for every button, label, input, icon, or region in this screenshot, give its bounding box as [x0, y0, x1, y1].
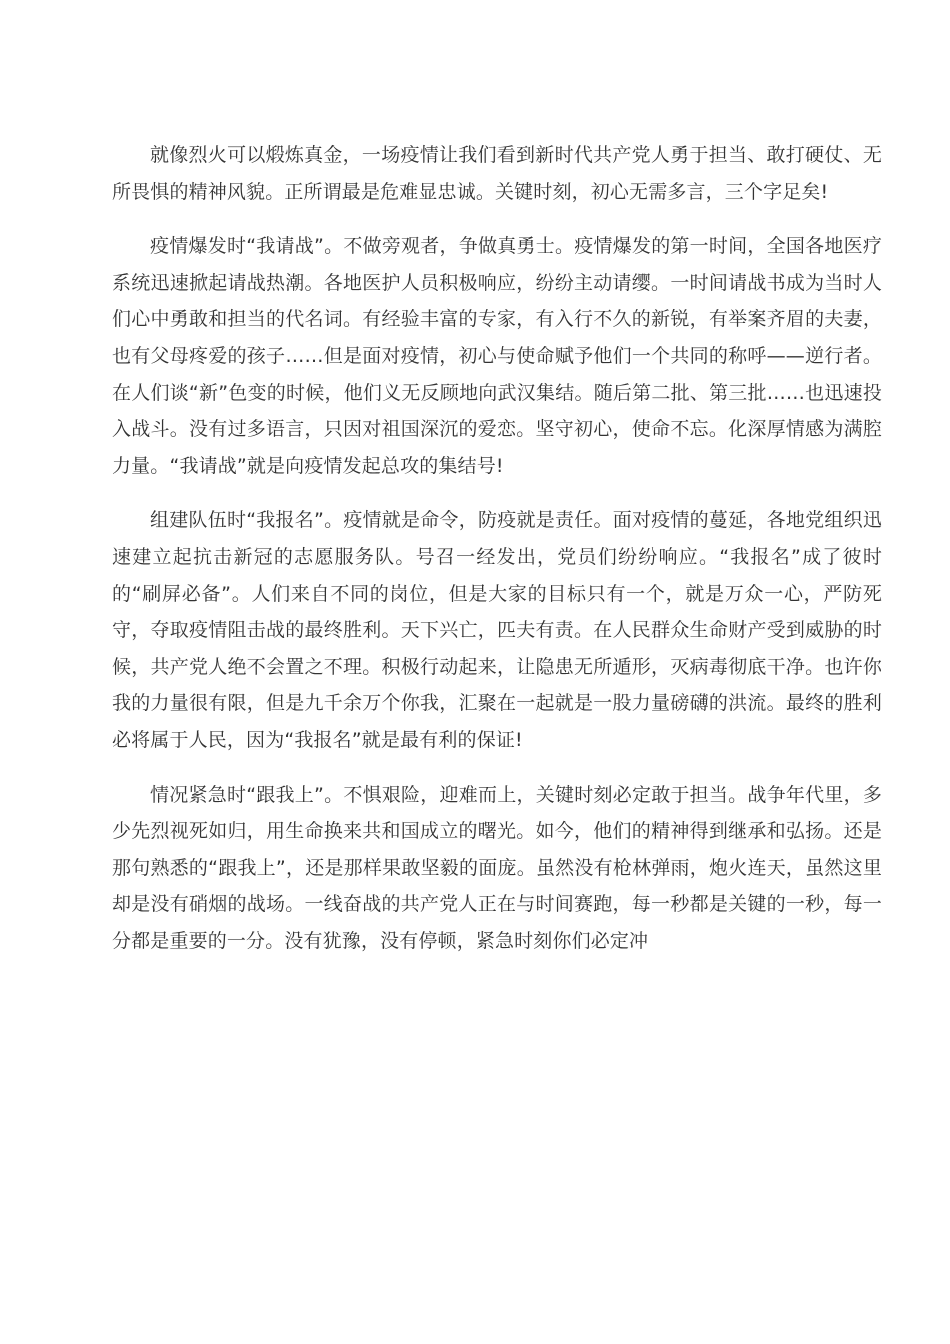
paragraph-sign-up: 组建队伍时“我报名”。疫情就是命令，防疫就是责任。面对疫情的蔓延，各地党组织迅速建立起抗击新冠的志愿服务队。号召一经发出，党员们纷纷响应。“我报名”成了彼时的“刷屏必备”。人们来自不同的岗位，但是大家的目标只有一个，就是万众一心，严防死守，夺取疫情阻击战的最终胜利。天下兴亡，匹夫有责。在人民群众生命财产受到威胁的时候，共产党人绝不会置之不理。积极行动起来，让隐患无所遁形，灭病毒彻底干净。也许你我的力量很有限，但是九千余万个你我，汇聚在一起就是一股力量磅礴的洪流。最终的胜利必将属于人民，因为“我报名”就是最有利的保证! [112, 509, 882, 751]
document-page [112, 137, 882, 959]
paragraph-intro: 就像烈火可以煅炼真金，一场疫情让我们看到新时代共产党人勇于担当、敢打硬仗、无所畏惧的精神风貌。正所谓最是危难显忠诚。关键时刻，初心无需多言，三个字足矣! [112, 144, 882, 203]
paragraph-follow-me: 情况紧急时“跟我上”。不惧艰险，迎难而上，关键时刻必定敢于担当。战争年代里，多少先烈视死如归，用生命换来共和国成立的曙光。如今，他们的精神得到继承和弘扬。还是那句熟悉的“跟我上”，还是那样果敢坚毅的面庞。虽然没有枪林弹雨，炮火连天，虽然这里却是没有硝烟的战场。一线奋战的共产党人正在与时间赛跑，每一秒都是关键的一秒，每一分都是重要的一分。没有犹豫，没有停顿，紧急时刻你们必定冲 [112, 783, 882, 952]
paragraph-request-battle: 疫情爆发时“我请战”。不做旁观者，争做真勇士。疫情爆发的第一时间，全国各地医疗系统迅速掀起请战热潮。各地医护人员积极响应，纷纷主动请缨。一时间请战书成为当时人们心中勇敢和担当的代名词。有经验丰富的专家，有入行不久的新锐，有举案齐眉的夫妻，也有父母疼爱的孩子……但是面对疫情，初心与使命赋予他们一个共同的称呼——逆行者。在人们谈“新”色变的时候，他们义无反顾地向武汉集结。随后第二批、第三批……也迅速投入战斗。没有过多语言，只因对祖国深沉的爱恋。坚守初心，使命不忘。化深厚情感为满腔力量。“我请战”就是向疫情发起总攻的集结号! [112, 235, 882, 477]
